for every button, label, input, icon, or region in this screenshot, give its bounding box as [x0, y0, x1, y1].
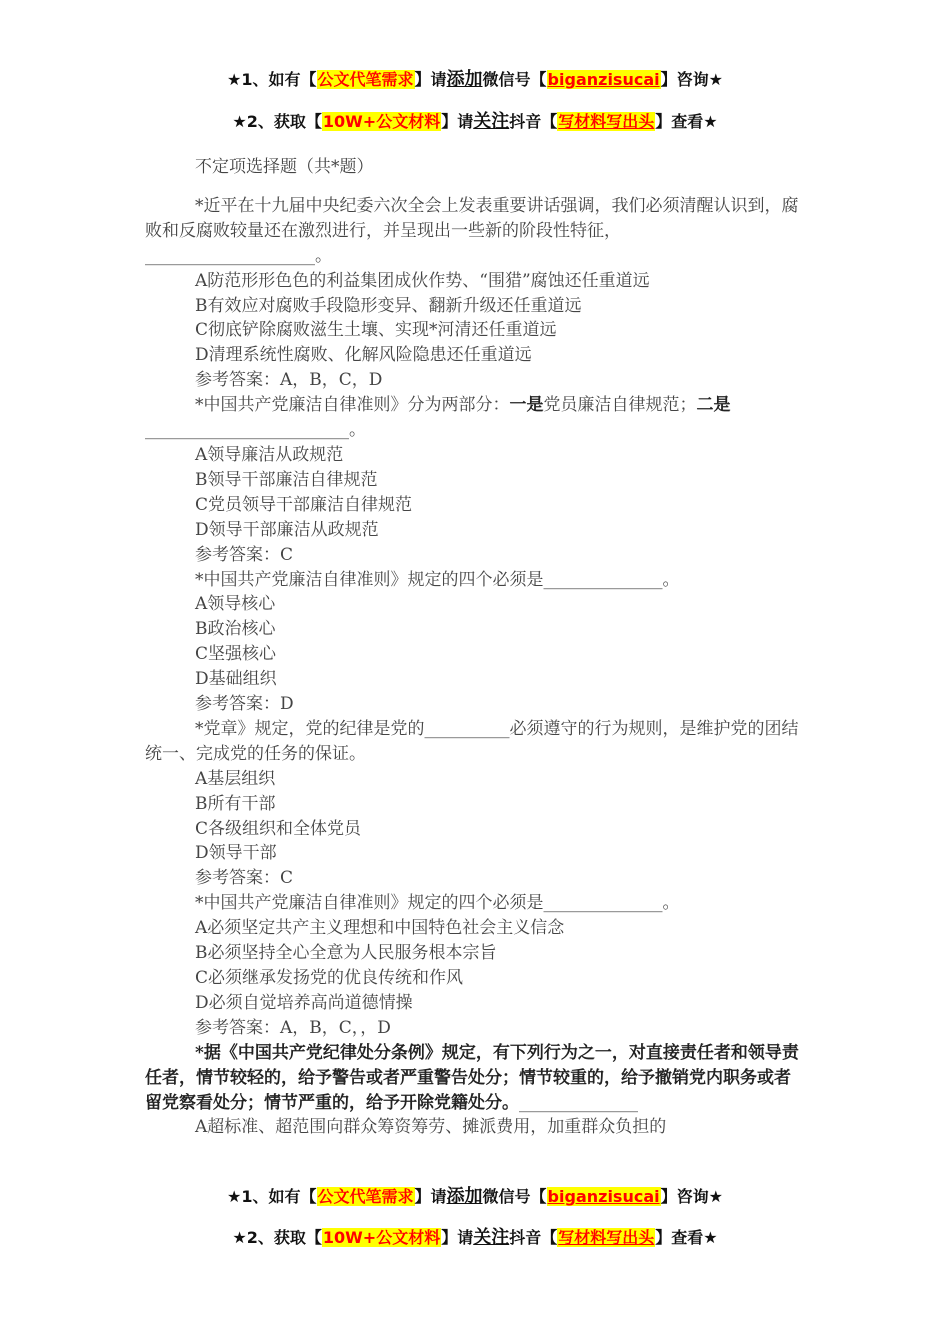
question-4-text: *党章》规定，党的纪律是党的__________必须遵守的行为规则，是维护党的团结统一、完成党的任务的保证。: [145, 718, 799, 764]
question-6-text: [145, 1041, 800, 1116]
question-text: 党员廉洁自律规范；: [543, 395, 697, 416]
question-6-option-a: A超标准、超范围向群众筹资筹劳、摊派费用，加重群众负担的: [195, 1117, 667, 1138]
question-5-option-d: D必须自觉培养高尚道德情操: [195, 992, 413, 1013]
question-1-option-a: A防范形形色色的利益集团成伙作势、“围猎”腐蚀还任重道远: [195, 270, 650, 291]
question-3-answer: 参考答案：D: [195, 694, 294, 715]
question-1-text: *近平在十九届中央纪委六次全会上发表重要讲话强调，我们必须清醒认识到，腐败和反腐败较量还在激烈进行，并呈现出一些新的阶段性特征，____________________。: [145, 195, 799, 266]
banner-text: 】请: [414, 70, 447, 89]
question-text-bold: 一是: [509, 395, 544, 416]
question-blank: ______________: [519, 1092, 638, 1113]
question-2-option-a: A领导廉洁从政规范: [195, 444, 344, 465]
question-3-option-b: B政治核心: [195, 619, 276, 640]
banner-text: 微信号【: [482, 1187, 547, 1206]
question-3-option-d: D基础组织: [195, 669, 277, 690]
question-blank: ________________________。: [145, 420, 366, 441]
banner-text: 】咨询★: [660, 1187, 723, 1206]
banner-text: 】查看★: [655, 112, 718, 131]
question-2-answer: 参考答案：C: [195, 544, 294, 565]
question-4-option-c: C各级组织和全体党员: [195, 818, 362, 839]
question-3-option-c: C坚强核心: [195, 644, 277, 665]
banner-text: ★2、获取【: [232, 1228, 322, 1247]
banner-text: 抖音【: [509, 112, 558, 131]
question-4-answer: 参考答案：C: [195, 868, 294, 889]
question-text-bold: 二是: [696, 395, 731, 416]
banner-text: ★1、如有【: [227, 1187, 317, 1206]
document-body: [145, 155, 800, 1140]
question-1-answer: 参考答案：A，B，C，D: [195, 370, 383, 391]
banner-underlined: 添加: [446, 69, 483, 90]
banner-text: 】咨询★: [660, 70, 723, 89]
banner-text: ★2、获取【: [232, 112, 322, 131]
question-2-option-c: C党员领导干部廉洁自律规范: [195, 494, 413, 515]
question-3-option-a: A领导核心: [195, 594, 276, 615]
question-4-option-d: D领导干部: [195, 843, 277, 864]
banner-highlight: 10W+公文材料: [322, 1228, 441, 1247]
question-1-option-c: C彻底铲除腐败滋生土壤、实现*河清还任重道远: [195, 320, 557, 341]
banner-underlined: 关注: [473, 1227, 510, 1248]
header-banner-line-2: [0, 110, 950, 134]
douyin-id-highlight: 写材料写出头: [558, 112, 655, 131]
question-3-text: *中国共产党廉洁自律准则》规定的四个必须是______________。: [195, 569, 680, 590]
banner-highlight: 公文代笔需求: [317, 1187, 414, 1206]
banner-highlight: 公文代笔需求: [317, 70, 414, 89]
banner-text: ★1、如有【: [227, 70, 317, 89]
question-5-option-c: C必须继承发扬党的优良传统和作风: [195, 968, 464, 988]
question-4-option-b: B所有干部: [195, 793, 276, 814]
wechat-id-highlight: biganzisucai: [547, 1187, 660, 1206]
question-2-option-b: B领导干部廉洁自律规范: [195, 469, 378, 490]
question-1-option-b: B有效应对腐败手段隐形变异、翻新升级还任重道远: [195, 295, 582, 316]
banner-text: 抖音【: [509, 1228, 558, 1247]
footer-banner-line-1: [0, 1185, 950, 1209]
question-5-text: *中国共产党廉洁自律准则》规定的四个必须是______________。: [195, 893, 680, 914]
banner-text: 】查看★: [655, 1228, 718, 1247]
banner-text: 】请: [441, 112, 474, 131]
question-5-option-a: A必须坚定共产主义理想和中国特色社会主义信念: [195, 918, 565, 939]
banner-underlined: 添加: [446, 1186, 483, 1207]
question-text-bold: *据《中国共产党纪律处分条例》规定，有下列行为之一，对直接责任者和领导责任者，情节较轻的，给予警告或者严重警告处分；情节较重的，给予撤销党内职务或者留党察看处分；情节严重的，给予开除党籍处分。: [145, 1042, 799, 1113]
question-5-option-b: B必须坚持全心全意为人民服务根本宗旨: [195, 943, 497, 964]
douyin-id-highlight: 写材料写出头: [558, 1228, 655, 1247]
banner-text: 微信号【: [482, 70, 547, 89]
question-4-option-a: A基层组织: [195, 768, 276, 789]
banner-underlined: 关注: [473, 111, 510, 132]
question-2-text: [145, 393, 800, 443]
footer-banner-line-2: [0, 1226, 950, 1250]
question-2-option-d: D领导干部廉洁从政规范: [195, 519, 379, 540]
banner-text: 】请: [441, 1228, 474, 1247]
banner-text: 】请: [414, 1187, 447, 1206]
wechat-id-highlight: biganzisucai: [547, 70, 660, 89]
section-heading: 不定项选择题（共*题）: [195, 157, 374, 177]
question-text: *中国共产党廉洁自律准则》分为两部分：: [195, 395, 510, 416]
spacer: [145, 180, 800, 194]
question-5-answer: 参考答案：A，B，C，，D: [195, 1017, 391, 1038]
banner-highlight: 10W+公文材料: [322, 112, 441, 131]
question-1-option-d: D清理系统性腐败、化解风险隐患还任重道远: [195, 345, 532, 366]
header-banner-line-1: [0, 68, 950, 92]
